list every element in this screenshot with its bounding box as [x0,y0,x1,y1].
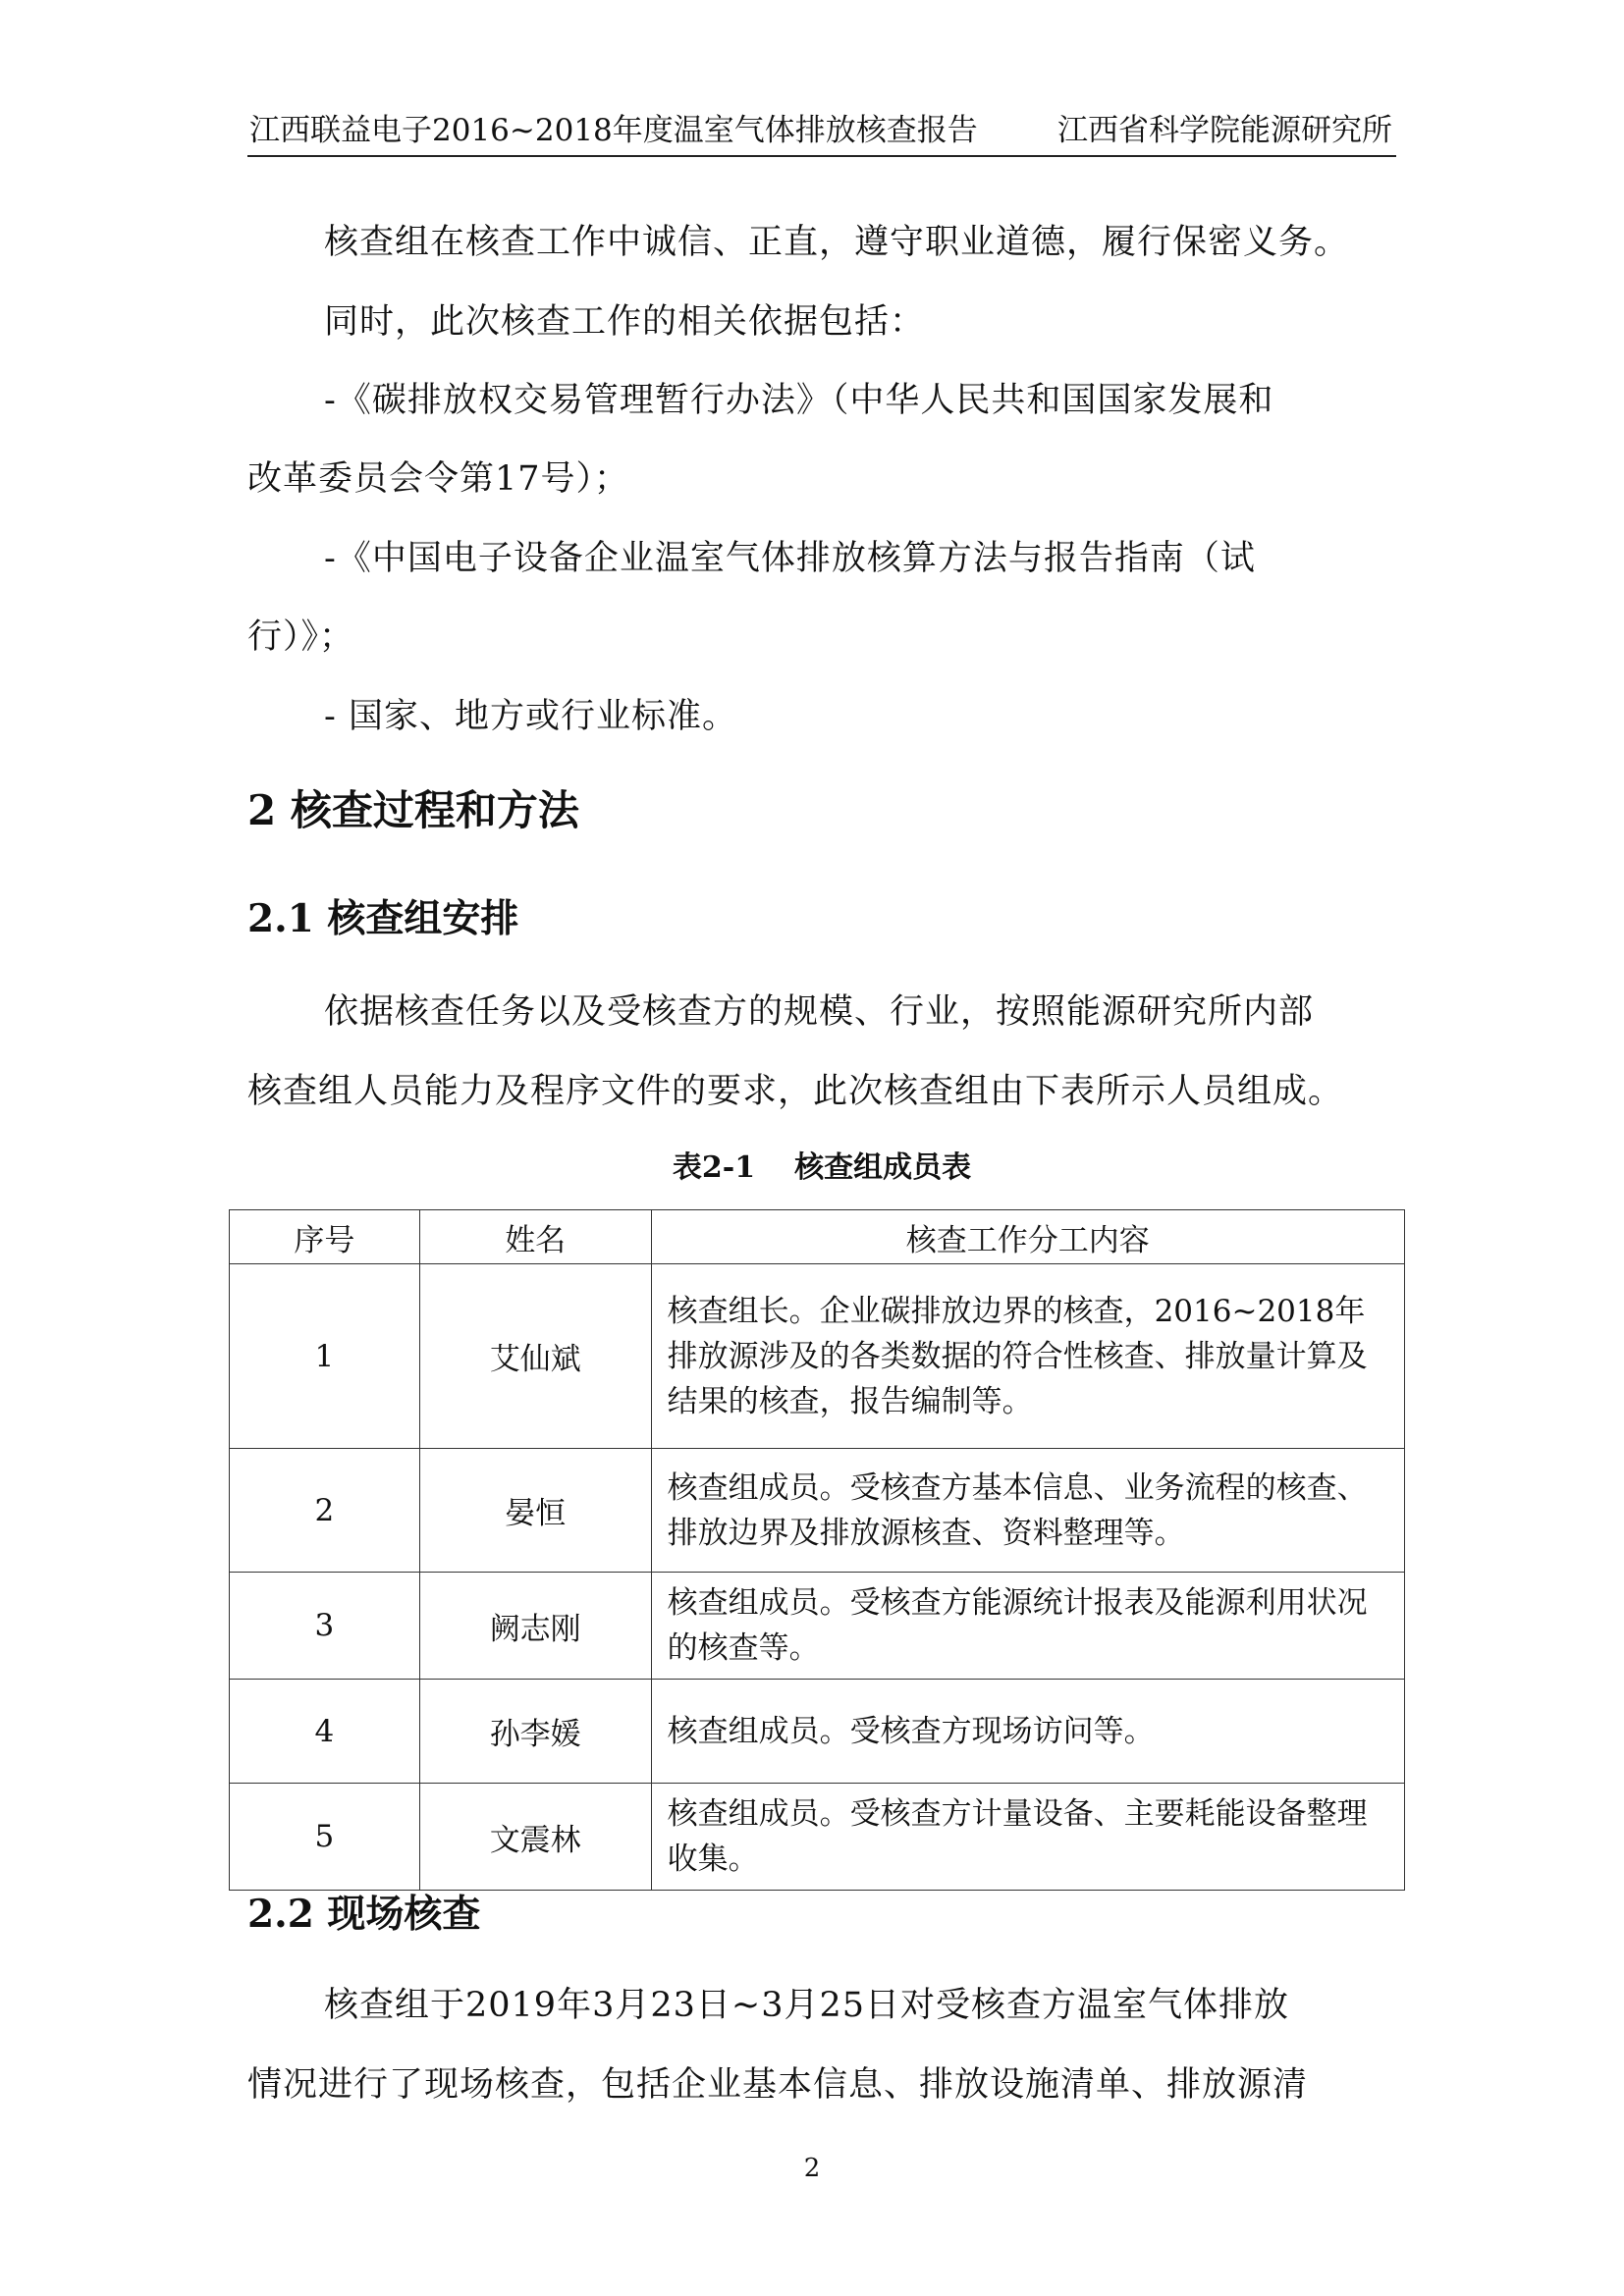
cell-member-name: 阙志刚 [419,1573,651,1680]
header-serial-number: 序号 [230,1210,420,1264]
cell-serial-number: 1 [230,1264,420,1449]
table-caption-number: 表2-1 [672,1150,756,1185]
basis-item-3: - 国家、地方或行业标准。 [324,697,737,736]
section-2-2-heading: 2.2 现场核查 [247,1892,481,1937]
basis-item-2-line-1: -《中国电子设备企业温室气体排放核算方法与报告指南（试 [324,539,1256,578]
cell-serial-number: 5 [230,1784,420,1891]
table-row [230,1573,1405,1680]
cell-duties: 核查组成员。受核查方基本信息、业务流程的核查、排放边界及排放源核查、资料整理等。 [651,1449,1404,1573]
table-row [230,1449,1405,1573]
table-header-row [230,1210,1405,1264]
section-2-1-para-line-1: 依据核查任务以及受核查方的规模、行业，按照能源研究所内部 [324,992,1315,1032]
header-duties: 核查工作分工内容 [651,1210,1404,1264]
table-row [230,1784,1405,1891]
intro-line-integrity: 核查组在核查工作中诚信、正直，遵守职业道德，履行保密义务。 [324,223,1350,262]
cell-member-name: 艾仙斌 [419,1264,651,1449]
cell-serial-number: 2 [230,1449,420,1573]
cell-duties: 核查组成员。受核查方计量设备、主要耗能设备整理收集。 [651,1784,1404,1891]
basis-item-1-line-2: 改革委员会令第17号）； [247,459,630,499]
section-2-2-para-line-2: 情况进行了现场核查，包括企业基本信息、排放设施清单、排放源清 [247,2065,1309,2105]
intro-line-basis: 同时，此次核查工作的相关依据包括： [324,302,926,342]
table-caption-title: 核查组成员表 [794,1150,972,1185]
cell-member-name: 晏恒 [419,1449,651,1573]
page-header [247,108,1396,157]
section-2-heading: 2 核查过程和方法 [247,786,579,834]
section-2-1-heading: 2.1 核查组安排 [247,896,519,941]
header-name: 姓名 [419,1210,651,1264]
basis-item-1-line-1: -《碳排放权交易管理暂行办法》（中华人民共和国国家发展和 [324,381,1274,420]
basis-item-2-line-2: 行）》； [247,617,355,657]
table-row [230,1264,1405,1449]
header-report-title: 江西联益电子2016~2018年度温室气体排放核查报告 [249,113,978,148]
cell-member-name: 孙李媛 [419,1680,651,1784]
section-2-1-para-line-2: 核查组人员能力及程序文件的要求，此次核查组由下表所示人员组成。 [247,1072,1344,1111]
page-number: 2 [803,2154,821,2183]
table-caption [247,1147,1396,1190]
header-institute: 江西省科学院能源研究所 [1057,113,1392,148]
cell-serial-number: 3 [230,1573,420,1680]
cell-member-name: 文震林 [419,1784,651,1891]
table-row [230,1680,1405,1784]
cell-duties: 核查组长。企业碳排放边界的核查，2016~2018年排放源涉及的各类数据的符合性核查、排放量计算及结果的核查，报告编制等。 [651,1264,1404,1449]
cell-duties: 核查组成员。受核查方现场访问等。 [651,1680,1404,1784]
section-2-2-para-line-1: 核查组于2019年3月23日~3月25日对受核查方温室气体排放 [324,1986,1290,2025]
cell-duties: 核查组成员。受核查方能源统计报表及能源利用状况的核查等。 [651,1573,1404,1680]
team-members-table [229,1209,1405,1891]
cell-serial-number: 4 [230,1680,420,1784]
